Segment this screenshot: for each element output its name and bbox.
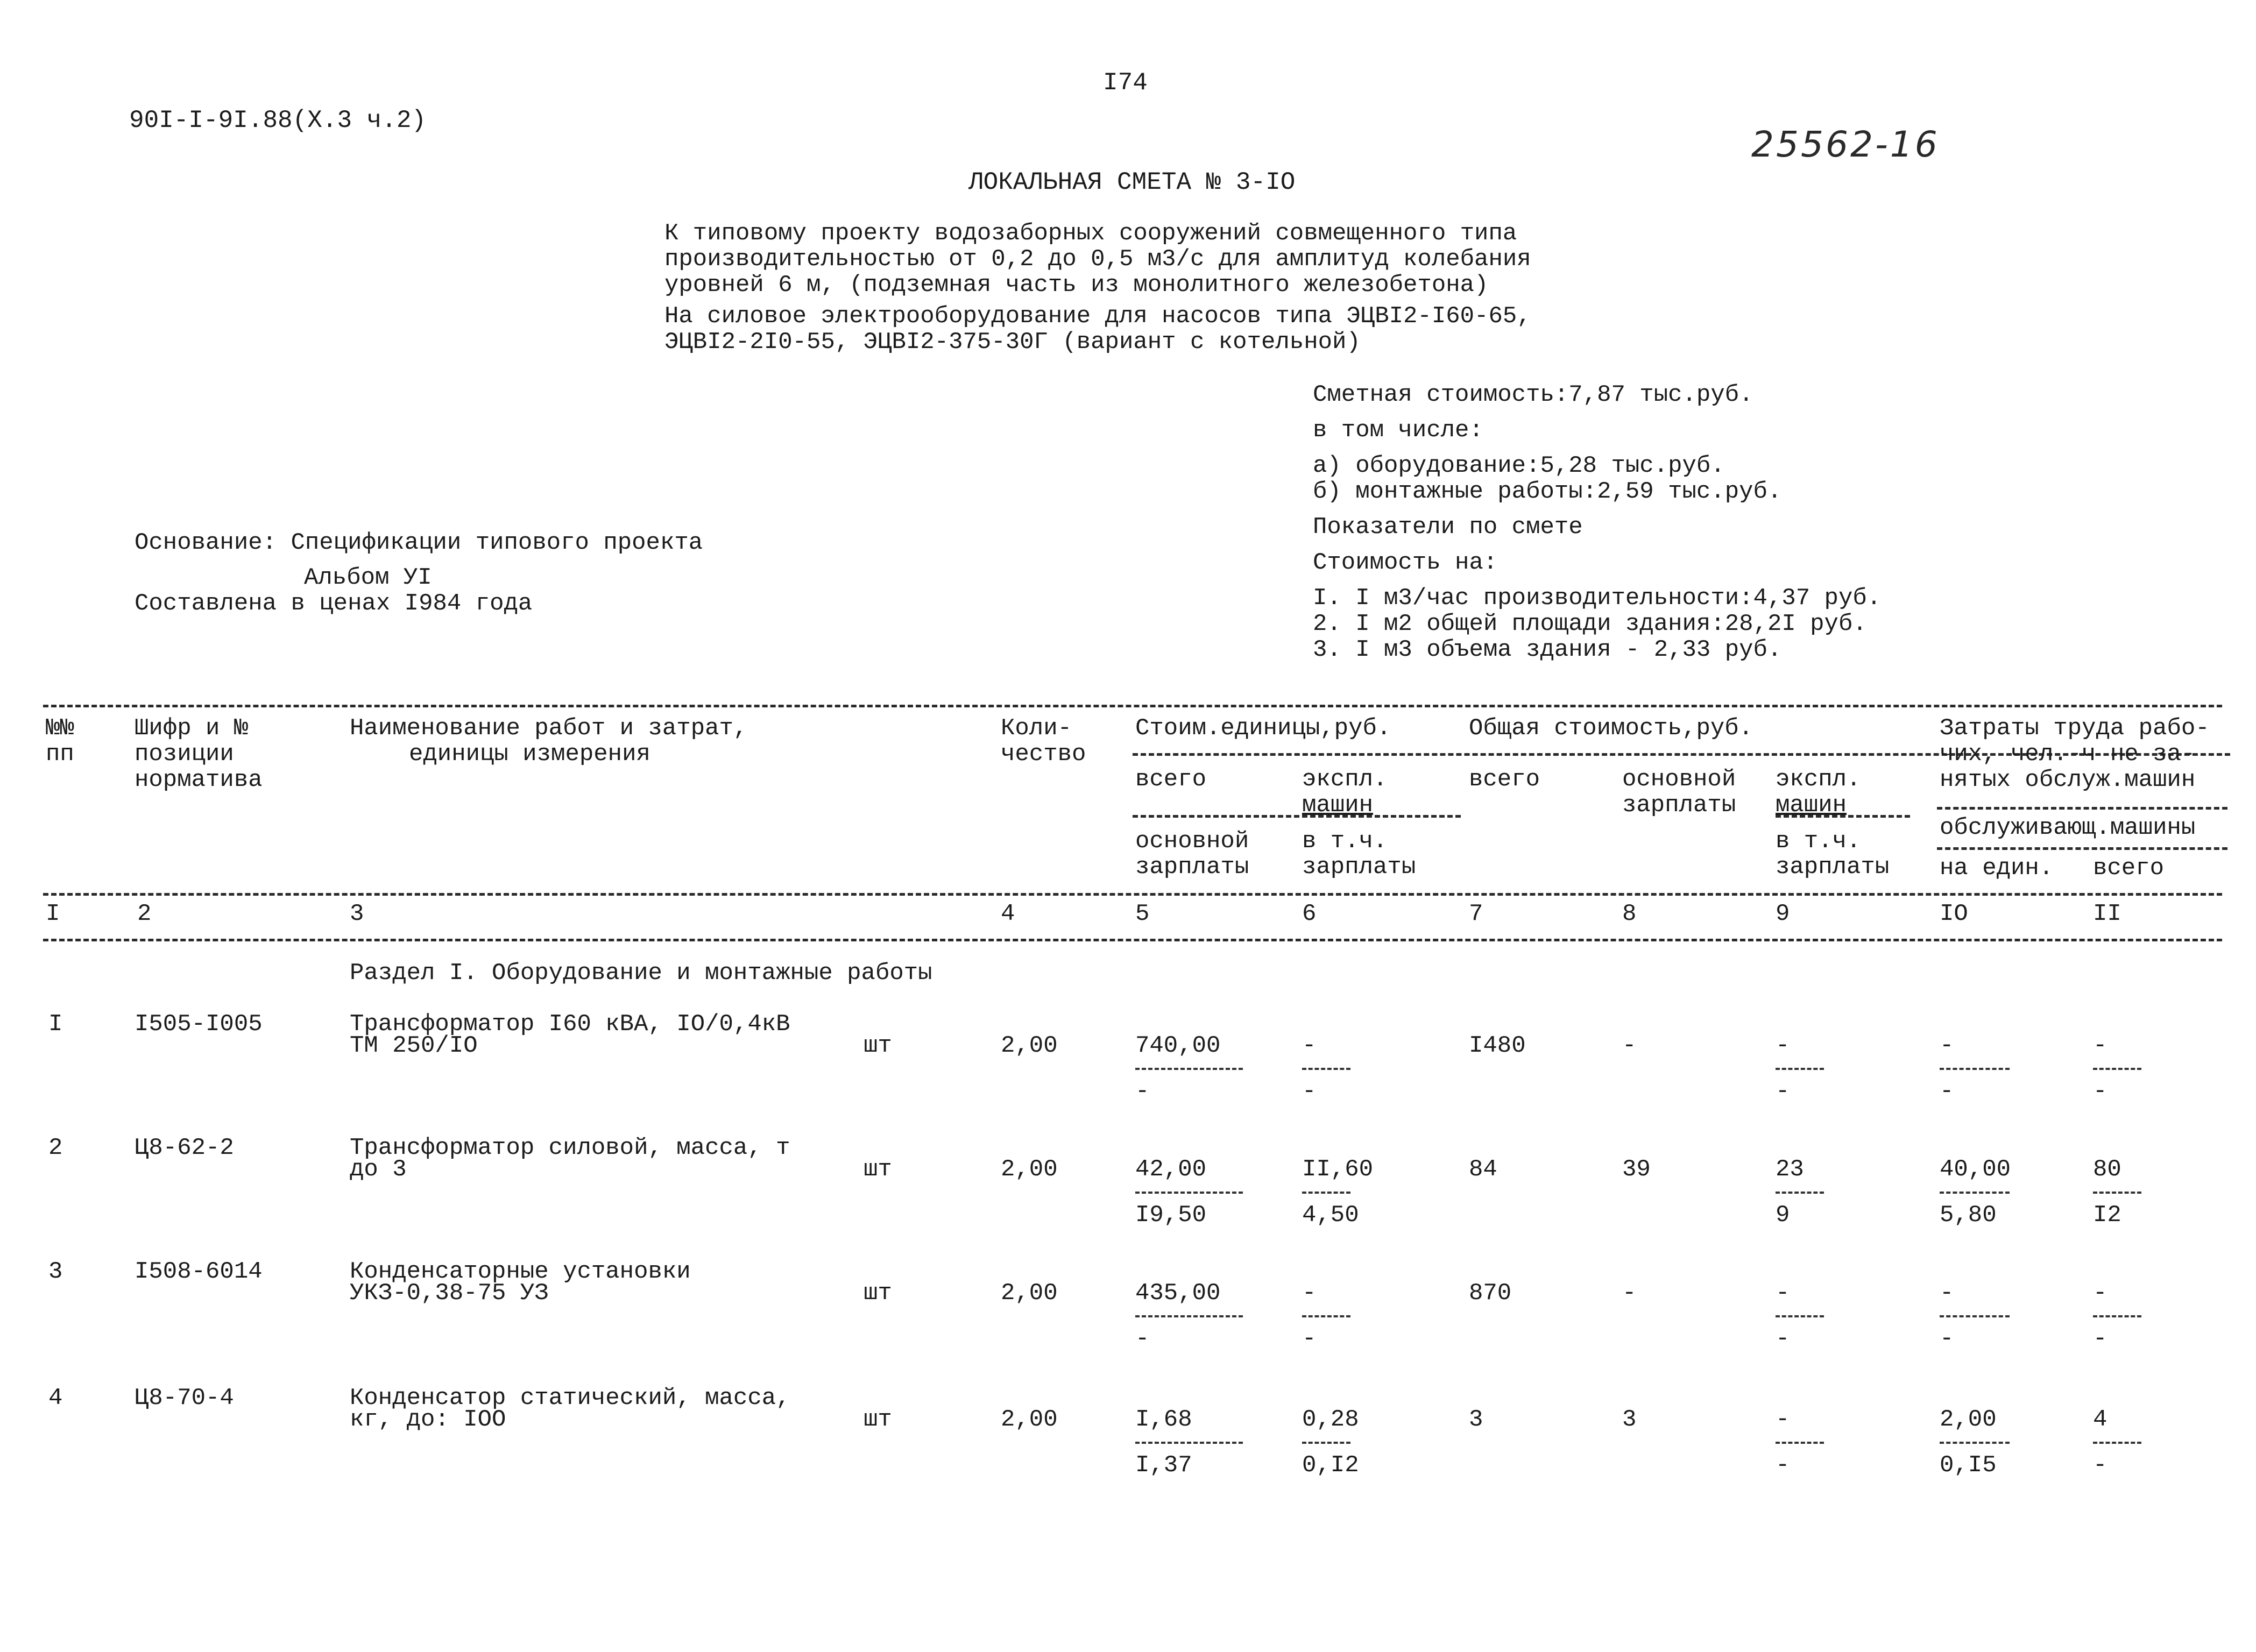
- album-line: Альбом УI: [304, 564, 432, 591]
- fraction-line: [2093, 1192, 2141, 1194]
- fraction-line: [1302, 1192, 1350, 1194]
- fraction-line: [1940, 1068, 2010, 1070]
- fraction-line: [1302, 1068, 1350, 1070]
- header-total-cost: Общая стоимость,руб.: [1469, 715, 1753, 742]
- row-unit: шт: [864, 1032, 892, 1059]
- document-title: ЛОКАЛЬНАЯ СМЕТА № 3-IO: [968, 168, 1296, 196]
- row-name: до 3: [350, 1156, 407, 1183]
- row-total-wage: 3: [1622, 1406, 1637, 1433]
- row-qty: 2,00: [1001, 1406, 1058, 1433]
- row-code: I505-I005: [135, 1011, 263, 1038]
- row-labor-all-serv: I2: [2093, 1202, 2121, 1229]
- header-col-number: №№ пп: [46, 715, 74, 768]
- row-total-all: 84: [1469, 1156, 1497, 1183]
- row-name: Конденсатор статический, масса,: [350, 1385, 790, 1412]
- row-total-wage: -: [1622, 1280, 1637, 1307]
- row-unit-mach-wage: 0,I2: [1302, 1452, 1359, 1479]
- page-number: I74: [1103, 69, 1148, 97]
- row-labor-unit: 40,00: [1940, 1156, 2011, 1183]
- fraction-line: [2093, 1068, 2141, 1070]
- fraction-line: [1776, 1442, 1824, 1444]
- row-total-all: I480: [1469, 1032, 1526, 1059]
- row-number: 4: [48, 1385, 63, 1412]
- row-unit-cost-all: 42,00: [1135, 1156, 1207, 1183]
- header-total-mach-wage: в т.ч. зарплаты: [1776, 828, 1890, 881]
- row-unit-mach-wage: -: [1302, 1325, 1317, 1352]
- column-number: I: [46, 901, 60, 927]
- header-col-code: Шифр и № позиции норматива: [135, 715, 263, 793]
- row-labor-all: -: [2093, 1032, 2108, 1059]
- row-unit-mach-wage: 4,50: [1302, 1202, 1359, 1229]
- column-number: 4: [1001, 901, 1015, 927]
- row-number: 2: [48, 1135, 63, 1161]
- row-number: 3: [48, 1258, 63, 1285]
- row-unit: шт: [864, 1406, 892, 1433]
- fraction-line: [1135, 1068, 1243, 1070]
- column-number: 8: [1622, 901, 1637, 927]
- row-labor-all: 4: [2093, 1406, 2108, 1433]
- row-number: I: [48, 1011, 63, 1038]
- header-col-name: Наименование работ и затрат, единицы измерения: [350, 715, 748, 768]
- header-unit-cost: Стоим.единицы,руб.: [1135, 715, 1391, 742]
- row-total-wage: 39: [1622, 1156, 1651, 1183]
- header-labor-unit: на един.: [1940, 855, 2054, 882]
- fraction-line: [1302, 1442, 1350, 1444]
- fraction-line: [1135, 1192, 1243, 1194]
- row-total-all: 870: [1469, 1280, 1512, 1307]
- row-total-mach-wage: -: [1776, 1325, 1790, 1352]
- row-name: Трансформатор силовой, масса, т: [350, 1135, 790, 1161]
- row-unit-cost-all: 740,00: [1135, 1032, 1221, 1059]
- header-labor-serv: обслуживающ.машины: [1940, 814, 2196, 841]
- row-name: Конденсаторные установки: [350, 1258, 691, 1285]
- row-labor-unit: 2,00: [1940, 1406, 1997, 1433]
- row-qty: 2,00: [1001, 1032, 1058, 1059]
- header-unit-wage: основной зарплаты: [1135, 828, 1249, 881]
- row-labor-unit-serv: 5,80: [1940, 1202, 1997, 1229]
- row-total-mach: -: [1776, 1406, 1790, 1433]
- column-number: 6: [1302, 901, 1317, 927]
- header-unit-all: всего: [1135, 766, 1207, 793]
- header-total-wage: основной зарплаты: [1622, 766, 1736, 819]
- row-unit: шт: [864, 1156, 892, 1183]
- column-number: II: [2093, 901, 2121, 927]
- row-unit-cost-wage: I9,50: [1135, 1202, 1207, 1229]
- column-number: IO: [1940, 901, 1968, 927]
- fraction-line: [1302, 1315, 1350, 1317]
- row-unit-cost-wage: I,37: [1135, 1452, 1192, 1479]
- table-top-rule: [43, 705, 2222, 707]
- header-rule: [43, 893, 2222, 896]
- row-name: УКЗ-0,38-75 УЗ: [350, 1280, 549, 1307]
- fraction-line: [1776, 1315, 1824, 1317]
- row-total-all: 3: [1469, 1406, 1483, 1433]
- row-labor-unit-serv: -: [1940, 1325, 1954, 1352]
- row-labor-all: -: [2093, 1280, 2108, 1307]
- row-unit-cost-wage: -: [1135, 1078, 1150, 1105]
- prices-year-line: Составлена в ценах I984 года: [135, 590, 533, 617]
- row-labor-unit: -: [1940, 1032, 1954, 1059]
- row-total-mach-wage: 9: [1776, 1202, 1790, 1229]
- fraction-line: [1776, 1068, 1824, 1070]
- row-unit-mach: II,60: [1302, 1156, 1374, 1183]
- row-name: кг, до: IOO: [350, 1406, 506, 1433]
- row-labor-unit: -: [1940, 1280, 1954, 1307]
- fraction-line: [1940, 1315, 2010, 1317]
- inventory-number: 25562-16: [1751, 124, 1940, 165]
- row-unit: шт: [864, 1280, 892, 1307]
- fraction-line: [1940, 1192, 2010, 1194]
- row-unit-mach: -: [1302, 1032, 1317, 1059]
- header-unit-mach: экспл. машин: [1302, 766, 1388, 819]
- row-labor-all-serv: -: [2093, 1325, 2108, 1352]
- row-total-mach-wage: -: [1776, 1452, 1790, 1479]
- fraction-line: [2093, 1315, 2141, 1317]
- row-unit-mach: -: [1302, 1280, 1317, 1307]
- row-name: ТМ 250/IO: [350, 1032, 478, 1059]
- row-total-mach: 23: [1776, 1156, 1804, 1183]
- row-code: Ц8-62-2: [135, 1135, 234, 1161]
- row-unit-cost-wage: -: [1135, 1325, 1150, 1352]
- document-code: 90I-I-9I.88(X.3 ч.2): [129, 107, 427, 134]
- column-number: 9: [1776, 901, 1790, 927]
- header-total-mach: экспл. машин: [1776, 766, 1861, 819]
- row-unit-mach-wage: -: [1302, 1078, 1317, 1105]
- row-total-wage: -: [1622, 1032, 1637, 1059]
- row-total-mach: -: [1776, 1280, 1790, 1307]
- header-labor-all: всего: [2093, 855, 2165, 882]
- fraction-line: [1776, 1192, 1824, 1194]
- row-labor-unit-serv: -: [1940, 1078, 1954, 1105]
- estimate-summary: Сметная стоимость:7,87 тыс.руб. в том числе: а) оборудование:5,28 тыс.руб. б) монтажные работы:2,59 тыс.руб. Показатели по смете Стоимость на: I. I м3/час производительности:4,37 руб. 2. I м2 общей площади здания:28,2I руб. 3. I м3 объема здания - 2,33 руб.: [1313, 381, 1882, 663]
- header-unit-mach-wage: в т.ч. зарплаты: [1302, 828, 1416, 881]
- header-total-all: всего: [1469, 766, 1540, 793]
- row-labor-all-serv: -: [2093, 1452, 2108, 1479]
- row-labor-all-serv: -: [2093, 1078, 2108, 1105]
- fraction-line: [1135, 1442, 1243, 1444]
- row-code: Ц8-70-4: [135, 1385, 234, 1412]
- row-labor-unit-serv: 0,I5: [1940, 1452, 1997, 1479]
- fraction-line: [1135, 1315, 1243, 1317]
- header-labor: Затраты труда рабо- чих, чел.-ч не за- нятых обслуж.машин: [1940, 715, 2210, 793]
- basis-line: Основание: Спецификации типового проекта: [135, 529, 703, 556]
- section-title: Раздел I. Оборудование и монтажные работы: [350, 960, 932, 987]
- row-name: Трансформатор I60 кВА, IO/0,4кВ: [350, 1011, 790, 1038]
- row-qty: 2,00: [1001, 1280, 1058, 1307]
- row-total-mach: -: [1776, 1032, 1790, 1059]
- column-number: 3: [350, 901, 364, 927]
- row-unit-mach: 0,28: [1302, 1406, 1359, 1433]
- row-qty: 2,00: [1001, 1156, 1058, 1183]
- row-total-mach-wage: -: [1776, 1078, 1790, 1105]
- numbers-rule: [43, 939, 2222, 941]
- fraction-line: [2093, 1442, 2141, 1444]
- header-col-qty: Коли- чество: [1001, 715, 1086, 768]
- row-unit-cost-all: 435,00: [1135, 1280, 1221, 1307]
- column-number: 2: [137, 901, 152, 927]
- column-number: 7: [1469, 901, 1483, 927]
- row-labor-all: 80: [2093, 1156, 2121, 1183]
- column-number: 5: [1135, 901, 1150, 927]
- document-subtitle: К типовому проекту водозаборных сооружений совмещенного типа производительностью от 0,2 до 0,5 м3/с для амплитуд колебания уровней 6 м, (подземная часть из монолитного железобетона) На силовое электрооборудование для насосов типа ЭЦВI2-I60-65, ЭЦВI2-2I0-55, ЭЦВI2-375-30Г (вариант с котельной): [664, 220, 1531, 356]
- row-unit-cost-all: I,68: [1135, 1406, 1192, 1433]
- fraction-line: [1940, 1442, 2010, 1444]
- row-code: I508-6014: [135, 1258, 263, 1285]
